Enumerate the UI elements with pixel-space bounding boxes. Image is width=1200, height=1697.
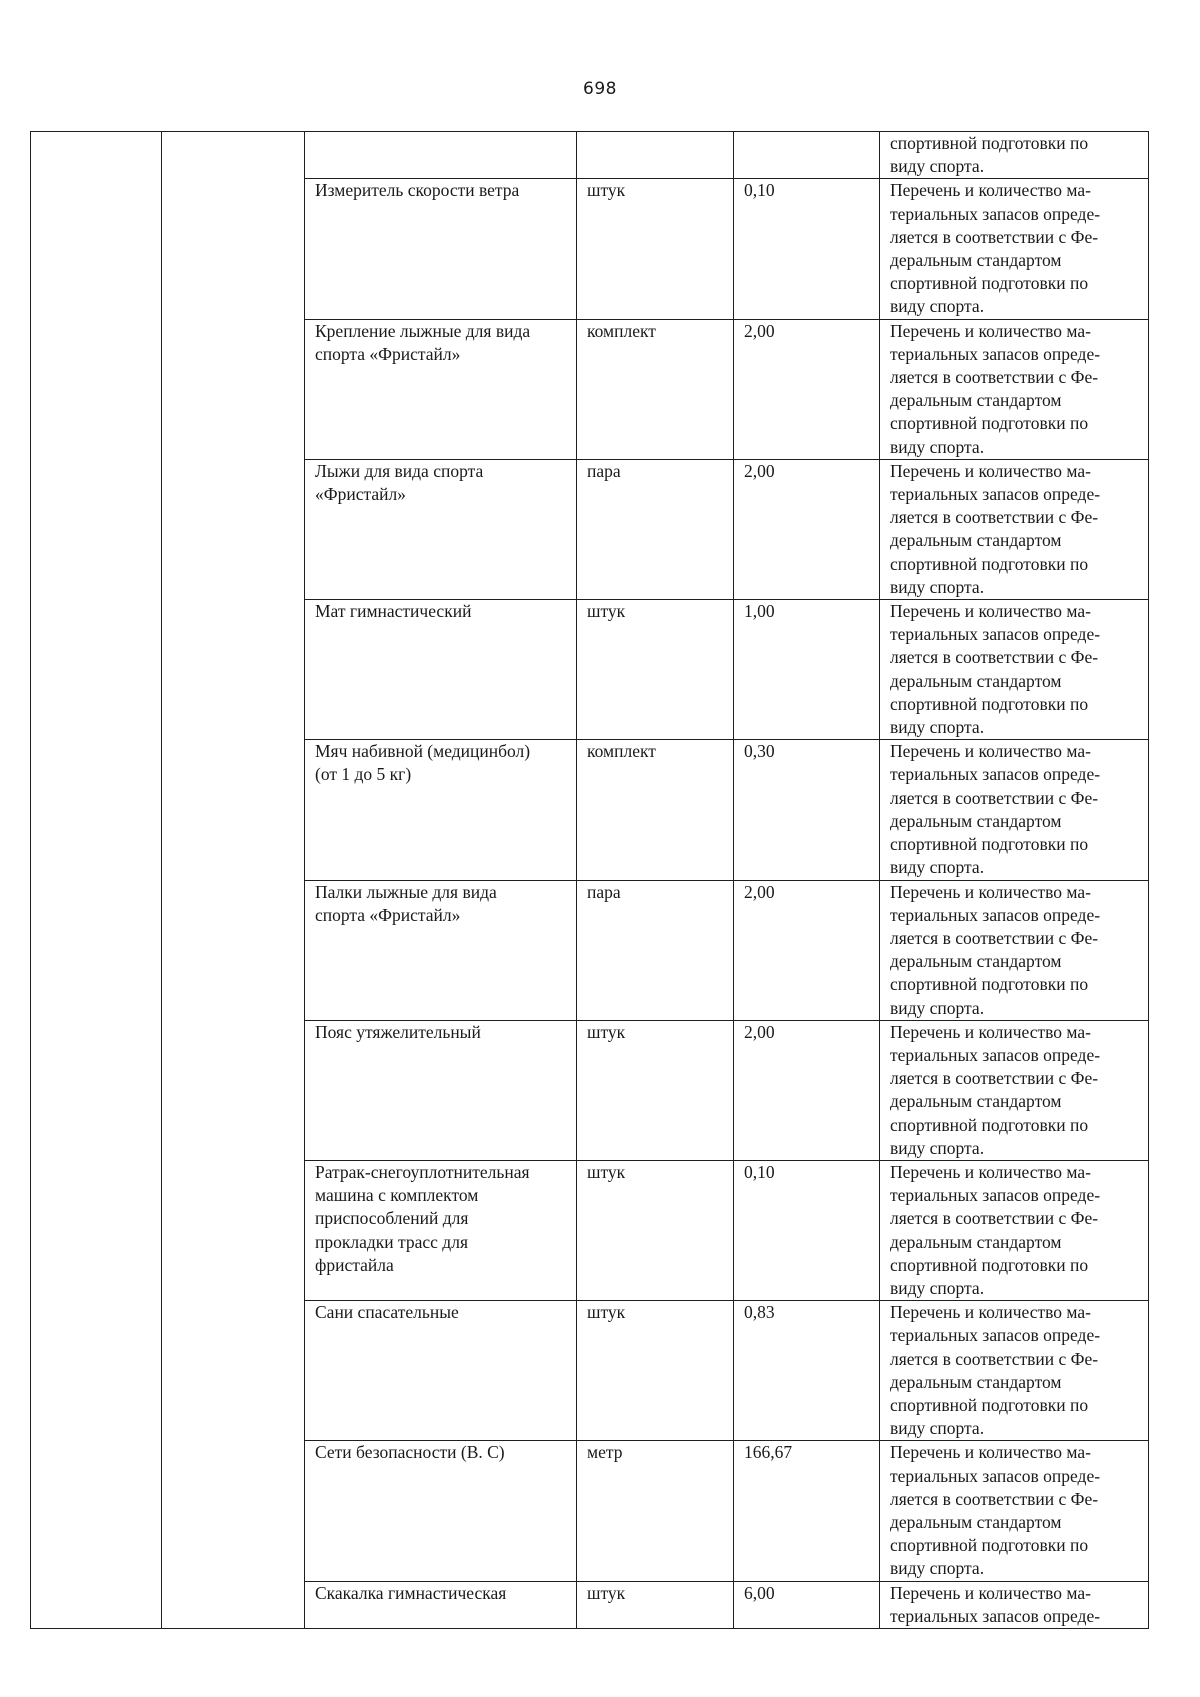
note-line: Перечень и количество ма-: [890, 180, 1091, 201]
item-name-line: Палки лыжные для вида: [315, 881, 497, 902]
note-line: виду спорта.: [890, 1137, 985, 1158]
note-cell: [880, 319, 1149, 459]
quantity-cell: 0,30: [734, 740, 880, 880]
note-line: териальных запасов опреде-: [890, 203, 1101, 224]
note-line: териальных запасов опреде-: [890, 484, 1101, 505]
note-line: виду спорта.: [890, 436, 985, 457]
note-line: териальных запасов опреде-: [890, 1605, 1101, 1626]
note-line: териальных запасов опреде-: [890, 624, 1101, 645]
note-line: спортивной подготовки по: [890, 693, 1089, 714]
note-line: териальных запасов опреде-: [890, 1465, 1101, 1486]
note-line: Перечень и количество ма-: [890, 1302, 1091, 1323]
item-name-line: Измеритель скорости ветра: [315, 180, 520, 201]
note-line: виду спорта.: [890, 857, 985, 878]
note-line: териальных запасов опреде-: [890, 1044, 1101, 1065]
note-line: деральным стандартом: [890, 810, 1062, 831]
page-number: 698: [583, 79, 617, 99]
note-line: спортивной подготовки по: [890, 1394, 1089, 1415]
item-name-line: Крепление лыжные для вида: [315, 320, 531, 341]
quantity-cell: 166,67: [734, 1441, 880, 1581]
note-line: ляется в соответствии с Фе-: [890, 647, 1099, 668]
note-line: спортивной подготовки по: [890, 133, 1089, 153]
note-cell: [880, 740, 1149, 880]
note-line: ляется в соответствии с Фе-: [890, 1068, 1099, 1089]
note-line: ляется в соответствии с Фе-: [890, 226, 1099, 247]
item-name-line: Ратрак-снегоуплотнительная: [315, 1161, 530, 1182]
note-line: виду спорта.: [890, 576, 985, 597]
unit-cell: штук: [577, 600, 734, 740]
item-name-cell: [305, 1301, 577, 1441]
quantity-cell: 2,00: [734, 459, 880, 599]
quantity-cell: 0,83: [734, 1301, 880, 1441]
quantity-cell: 1,00: [734, 600, 880, 740]
item-name-line: Сети безопасности (В. С): [315, 1442, 505, 1463]
note-line: деральным стандартом: [890, 250, 1062, 271]
note-line: ляется в соответствии с Фе-: [890, 1348, 1099, 1369]
merged-column-2-cell: [162, 132, 305, 1629]
unit-cell: пара: [577, 880, 734, 1020]
item-name-line: Пояс утяжелительный: [315, 1021, 481, 1042]
note-line: териальных запасов опреде-: [890, 1325, 1101, 1346]
quantity-cell: [734, 132, 880, 179]
note-line: териальных запасов опреде-: [890, 904, 1101, 925]
note-line: Перечень и количество ма-: [890, 320, 1091, 341]
note-line: ляется в соответствии с Фе-: [890, 787, 1099, 808]
equipment-table: [30, 131, 1149, 1629]
note-line: деральным стандартом: [890, 1511, 1062, 1532]
item-name-cell: [305, 880, 577, 1020]
unit-cell: комплект: [577, 319, 734, 459]
note-line: виду спорта.: [890, 296, 985, 317]
note-line: Перечень и количество ма-: [890, 881, 1091, 902]
item-name-line: «Фристайл»: [315, 484, 406, 505]
item-name-line: прокладки трасс для: [315, 1231, 468, 1252]
note-line: Перечень и количество ма-: [890, 1442, 1091, 1463]
quantity-cell: 2,00: [734, 1020, 880, 1160]
note-line: деральным стандартом: [890, 1231, 1062, 1252]
item-name-line: (от 1 до 5 кг): [315, 764, 412, 785]
item-name-line: машина с комплектом: [315, 1185, 479, 1206]
note-cell: [880, 600, 1149, 740]
note-line: спортивной подготовки по: [890, 553, 1089, 574]
note-line: виду спорта.: [890, 1277, 985, 1298]
note-cell: [880, 1020, 1149, 1160]
note-line: спортивной подготовки по: [890, 1114, 1089, 1135]
note-line: деральным стандартом: [890, 1091, 1062, 1112]
item-name-cell: [305, 319, 577, 459]
note-line: спортивной подготовки по: [890, 974, 1089, 995]
unit-cell: штук: [577, 1020, 734, 1160]
note-line: спортивной подготовки по: [890, 273, 1089, 294]
unit-cell: пара: [577, 459, 734, 599]
item-name-line: Мяч набивной (медицинбол): [315, 741, 531, 762]
note-cell: [880, 1160, 1149, 1300]
item-name-line: Сани спасательные: [315, 1302, 459, 1323]
note-cell: [880, 132, 1149, 179]
note-line: деральным стандартом: [890, 951, 1062, 972]
note-cell: [880, 1441, 1149, 1581]
quantity-cell: 0,10: [734, 1160, 880, 1300]
note-line: Перечень и количество ма-: [890, 1021, 1091, 1042]
item-name-line: приспособлений для: [315, 1208, 469, 1229]
item-name-line: Скакалка гимнастическая: [315, 1582, 507, 1603]
item-name-cell: [305, 132, 577, 179]
quantity-cell: 2,00: [734, 880, 880, 1020]
note-cell: [880, 459, 1149, 599]
note-line: Перечень и количество ма-: [890, 1161, 1091, 1182]
item-name-line: спорта «Фристайл»: [315, 904, 461, 925]
unit-cell: штук: [577, 1160, 734, 1300]
note-line: деральным стандартом: [890, 670, 1062, 691]
item-name-line: Лыжи для вида спорта: [315, 460, 484, 481]
note-cell: [880, 1581, 1149, 1628]
note-cell: [880, 1301, 1149, 1441]
note-line: деральным стандартом: [890, 1371, 1062, 1392]
unit-cell: метр: [577, 1441, 734, 1581]
note-line: териальных запасов опреде-: [890, 764, 1101, 785]
item-name-cell: [305, 600, 577, 740]
note-line: ляется в соответствии с Фе-: [890, 1488, 1099, 1509]
note-line: спортивной подготовки по: [890, 834, 1089, 855]
unit-cell: штук: [577, 1581, 734, 1628]
unit-cell: штук: [577, 179, 734, 319]
item-name-line: фристайла: [315, 1254, 394, 1275]
note-line: ляется в соответствии с Фе-: [890, 1208, 1099, 1229]
note-line: териальных запасов опреде-: [890, 343, 1101, 364]
note-line: ляется в соответствии с Фе-: [890, 507, 1099, 528]
item-name-cell: [305, 1441, 577, 1581]
quantity-cell: 0,10: [734, 179, 880, 319]
note-line: Перечень и количество ма-: [890, 741, 1091, 762]
table-row-continued: [31, 132, 1149, 179]
item-name-cell: [305, 1160, 577, 1300]
note-line: виду спорта.: [890, 156, 985, 177]
item-name-cell: [305, 179, 577, 319]
note-line: виду спорта.: [890, 1418, 985, 1439]
quantity-cell: 6,00: [734, 1581, 880, 1628]
unit-cell: штук: [577, 1301, 734, 1441]
item-name-cell: [305, 740, 577, 880]
note-cell: [880, 880, 1149, 1020]
note-line: спортивной подготовки по: [890, 1535, 1089, 1556]
unit-cell: комплект: [577, 740, 734, 880]
note-cell: [880, 179, 1149, 319]
equipment-table-container: [30, 131, 1149, 1629]
item-name-line: Мат гимнастический: [315, 601, 472, 622]
note-line: ляется в соответствии с Фе-: [890, 367, 1099, 388]
note-line: Перечень и количество ма-: [890, 460, 1091, 481]
item-name-cell: [305, 1020, 577, 1160]
equipment-table-body: [31, 132, 1149, 1629]
note-line: ляется в соответствии с Фе-: [890, 927, 1099, 948]
note-line: виду спорта.: [890, 1558, 985, 1579]
quantity-cell: 2,00: [734, 319, 880, 459]
note-line: Перечень и количество ма-: [890, 1582, 1091, 1603]
note-line: деральным стандартом: [890, 390, 1062, 411]
note-line: Перечень и количество ма-: [890, 601, 1091, 622]
item-name-cell: [305, 459, 577, 599]
note-line: териальных запасов опреде-: [890, 1185, 1101, 1206]
note-line: спортивной подготовки по: [890, 413, 1089, 434]
item-name-line: спорта «Фристайл»: [315, 343, 461, 364]
unit-cell: [577, 132, 734, 179]
note-line: спортивной подготовки по: [890, 1254, 1089, 1275]
item-name-cell: [305, 1581, 577, 1628]
merged-column-1-cell: [31, 132, 162, 1629]
note-line: виду спорта.: [890, 717, 985, 738]
note-line: деральным стандартом: [890, 530, 1062, 551]
note-line: виду спорта.: [890, 997, 985, 1018]
